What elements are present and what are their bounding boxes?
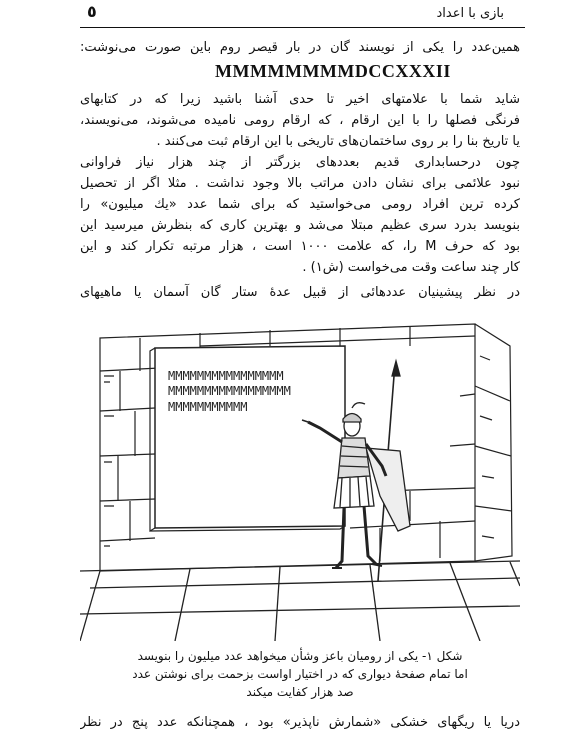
paragraph-line: شاید شما با علامتهای اخیر تا حدی آشنا باشید زیرا که در کتابهای <box>80 92 520 107</box>
board-row-3: MMMMMMMMMMM <box>168 400 248 414</box>
board-row-1: MMMMMMMMMMMMMMMM <box>168 369 284 383</box>
paragraph-line: دریا یا ریگهای خشکی «شمارش ناپذیر» بود ، همچنانکه عدد پنج در نظر <box>80 715 520 730</box>
figure-caption-line: شکل ۱- یکی از رومیان باعز وشأن میخواهد عدد میلیون را بنویسد <box>137 649 463 663</box>
paragraph-line: بنویسد بدرد سری عظیم مبتلا می‌شد و بهترین کاری که بنظرش میرسید این <box>80 218 520 233</box>
figure-caption-line: صد هزار کفایت میکند <box>246 685 354 699</box>
paragraph-line: یا تاریخ بنا را بر روی ساختمان‌های تاریخی با این ارقام ثبت می‌کنند . <box>156 134 520 149</box>
header-divider <box>80 27 525 28</box>
paragraph-line: فرنگی فصلها را با این ارقام ، که ارقام رومی نامیده می‌شوند، می‌نویسند، <box>80 113 520 128</box>
paragraph-line: همین‌عدد را یکی از نویسند گان در بار قیصر روم باین صورت می‌نوشت: <box>80 40 520 55</box>
roman-writing-illustration <box>80 316 520 641</box>
running-header-title: بازی با اعداد <box>436 6 504 21</box>
tiled-floor <box>80 561 520 641</box>
paragraph-line: کرده ترین افراد رومی می‌خواستید که برای شما عدد «یك میلیون» را <box>80 197 520 212</box>
board-row-2: MMMMMMMMMMMMMMMMM <box>168 384 291 398</box>
paragraph-line: چون درحسابداری قدیم بعددهای بزرگتر از چند هزار نیاز فراوانی <box>80 155 520 170</box>
figure-caption-line: اما تمام صفحهٔ دیواری که در اختیار اواست بزحمت برای نوشتن عدد <box>132 667 468 681</box>
roman-numeral: MMMMMMMMDCCXXXII <box>215 61 451 81</box>
paragraph-line: نبود علائمی برای نشان دادن مراتب بالا وجود نداشت . مثلا اگر از تحصیل <box>80 176 520 191</box>
page-number: ٥ <box>87 2 97 21</box>
paragraph-line: کار چند ساعت وقت می‌خواست (ش۱) . <box>302 260 520 275</box>
paragraph-line: بود که حرف M را، که علامت ۱۰۰۰ است ، هزار مرتبه تکرار کند و این <box>80 239 520 254</box>
paragraph-line: در نظر پیشینیان عددهائی از قبیل عدهٔ ستار گان آسمان یا ماهیهای <box>80 285 520 300</box>
